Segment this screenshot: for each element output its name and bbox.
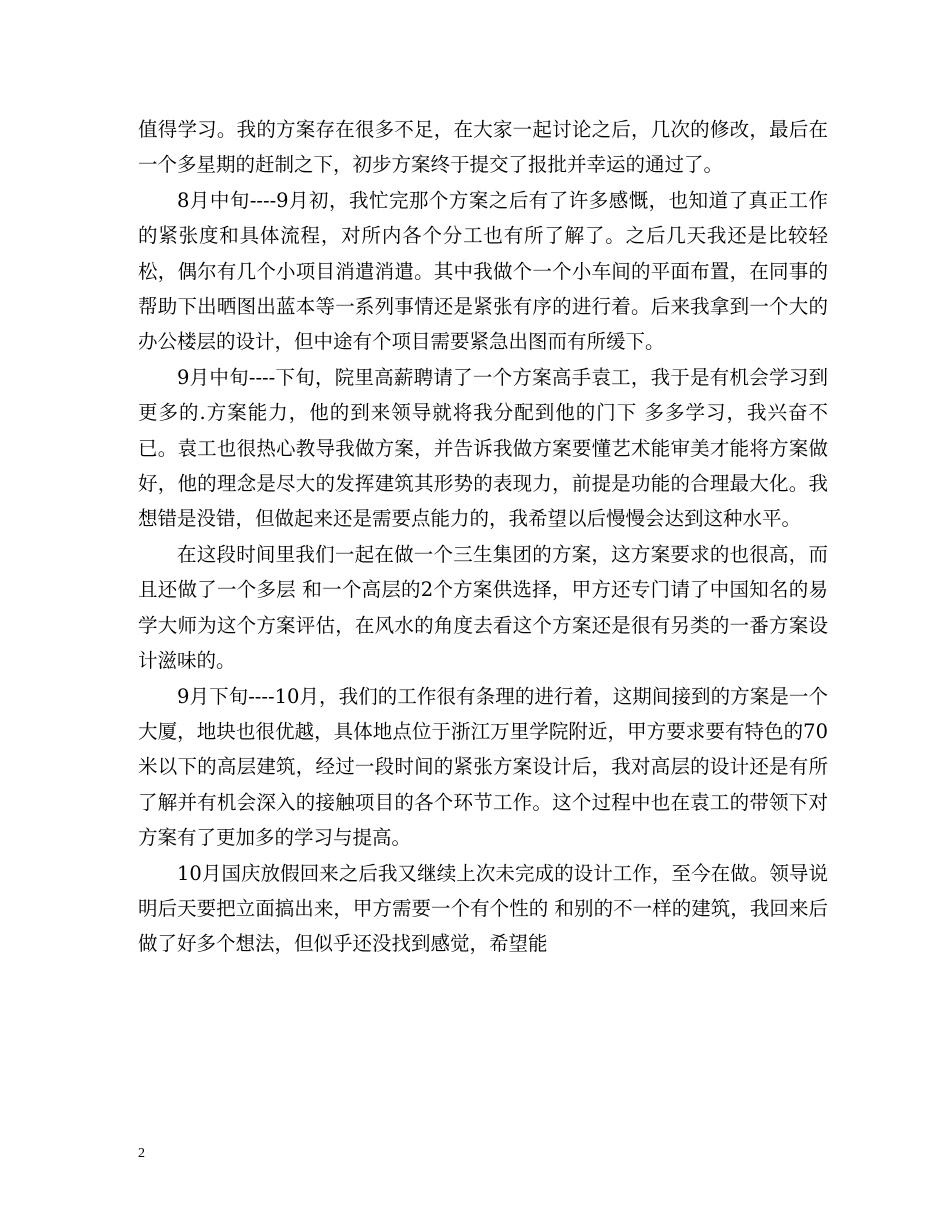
body-text: [138, 112, 828, 962]
paragraph-2: 8月中旬----9月初，我忙完那个方案之后有了许多感慨，也知道了真正工作的紧张度和具体流程，对所内各个分工也有所了解了。之后几天我还是比较轻松，偶尔有几个小项目消遣消遣。其中我做个一个小车间的平面布置，在同事的帮助下出晒图出蓝本等一系列事情还是紧张有序的进行着。后来我拿到一个大的办公楼层的设计，但中途有个项目需要紧急出图而有所缓下。: [138, 188, 828, 354]
paragraph-4: 在这段时间里我们一起在做一个三生集团的方案，这方案要求的也很高，而且还做了一个多层 和一个高层的2个方案供选择，甲方还专门请了中国知名的易学大师为这个方案评估，在风水的角度去看这个方案还是很有另类的一番方案设计滋味的。: [138, 542, 828, 673]
paragraph-6: 10月国庆放假回来之后我又继续上次未完成的设计工作，至今在做。领导说明后天要把立面搞出来，甲方需要一个有个性的 和别的不一样的建筑，我回来后做了好多个想法，但似乎还没找到感觉，希望能: [138, 861, 828, 956]
paragraph-1: 值得学习。我的方案存在很多不足，在大家一起讨论之后，几次的修改，最后在一个多星期的赶制之下，初步方案终于提交了报批并幸运的通过了。: [138, 118, 828, 177]
page-number: 2: [138, 1146, 145, 1161]
paragraph-5: 9月下旬----10月，我们的工作很有条理的进行着，这期间接到的方案是一个大厦，地块也很优越，具体地点位于浙江万里学院附近，甲方要求要有特色的70米以下的高层建筑，经过一段时间的紧张方案设计后，我对高层的设计还是有所了解并有机会深入的接触项目的各个环节工作。这个过程中也在袁工的带领下对方案有了更加多的学习与提高。: [138, 684, 828, 850]
paragraph-3: 9月中旬----下旬，院里高薪聘请了一个方案高手袁工，我于是有机会学习到更多的.方案能力，他的到来领导就将我分配到他的门下 多多学习，我兴奋不已。袁工也很热心教导我做方案，并告诉我做方案要懂艺术能审美才能将方案做好，他的理念是尽大的发挥建筑其形势的表现力，前提是功能的合理最大化。我想错是没错，但做起来还是需要点能力的，我希望以后慢慢会达到这种水平。: [138, 365, 828, 531]
